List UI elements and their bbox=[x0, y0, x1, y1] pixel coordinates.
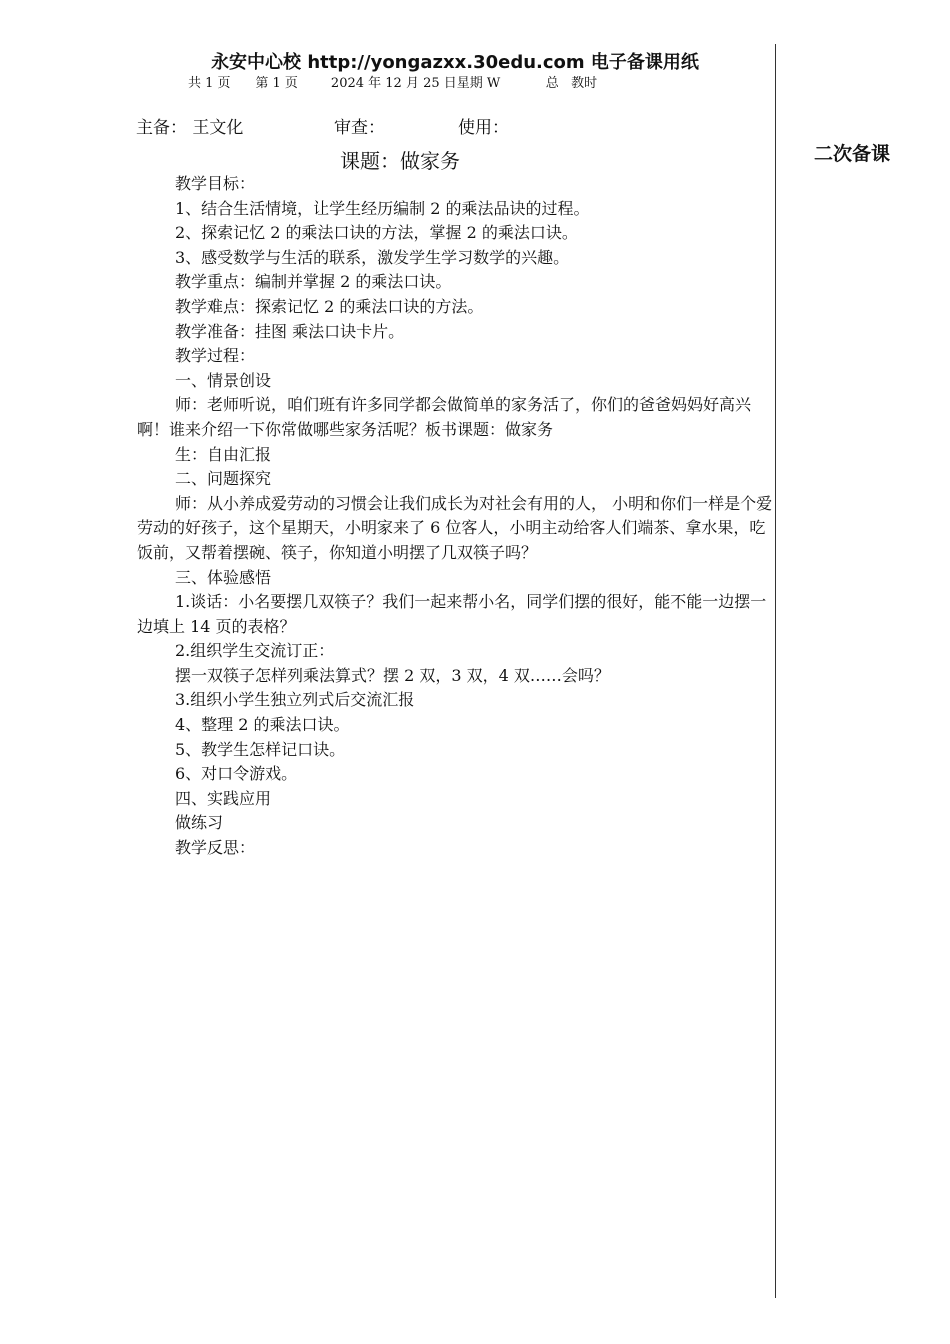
lesson-content bbox=[137, 172, 777, 861]
header-meta: 共 1 页 第 1 页 2024 年 12 月 25 日星期 W 总 教时 bbox=[188, 76, 598, 91]
paragraph: 四、实践应用 bbox=[175, 788, 272, 808]
paragraph: 3.组织小学生独立列式后交流汇报 bbox=[175, 690, 415, 710]
lesson-title: 课题：做家务 bbox=[340, 149, 460, 173]
paragraph: 2.组织学生交流订正： bbox=[175, 641, 335, 661]
paragraph: 师：从小养成爱劳动的习惯会让我们成长为对社会有用的人， 小明和你们一样是个爱劳动的好孩子，这个星期天，小明家来了 6 位客人，小明主动给客人们端茶、拿水果，吃饭前，又帮着摆碗、筷子，你知道小明摆了几双筷子吗？ bbox=[137, 493, 773, 562]
paragraph: 生：自由汇报 bbox=[175, 444, 272, 464]
reviewer-label: 审查： bbox=[334, 118, 385, 138]
paragraph: 教学重点：编制并掌握 2 的乘法口诀。 bbox=[175, 272, 452, 292]
paragraph: 4、整理 2 的乘法口诀。 bbox=[175, 715, 350, 735]
paragraph: 师：老师听说，咱们班有许多同学都会做简单的家务活了，你们的爸爸妈妈好高兴啊！谁来介绍一下你常做哪些家务活呢？板书课题：做家务 bbox=[137, 395, 752, 439]
paragraph: 教学目标： bbox=[175, 174, 256, 193]
header-title: 永安中心校 http://yongazxx.30edu.com 电子备课用纸 bbox=[211, 52, 699, 73]
user-label: 使用： bbox=[458, 118, 509, 138]
paragraph: 1、结合生活情境，让学生经历编制 2 的乘法品诀的过程。 bbox=[175, 198, 590, 218]
paragraph: 2、探索记忆 2 的乘法口诀的方法，掌握 2 的乘法口诀。 bbox=[175, 223, 578, 243]
second-prep-label: 二次备课 bbox=[814, 143, 891, 165]
paragraph: 6、对口令游戏。 bbox=[175, 764, 298, 784]
paragraph: 1.谈话：小名要摆几双筷子？我们一起来帮小名，同学们摆的很好，能不能一边摆一边填上 14 页的表格？ bbox=[137, 592, 767, 636]
paragraph: 教学准备：挂图 乘法口诀卡片。 bbox=[175, 321, 405, 341]
paragraph: 教学过程： bbox=[175, 346, 256, 366]
paragraph: 一、情景创设 bbox=[175, 370, 272, 390]
paragraph: 三、体验感悟 bbox=[175, 567, 272, 587]
paragraph: 二、问题探究 bbox=[175, 469, 272, 489]
paragraph: 做练习 bbox=[175, 813, 224, 833]
paragraph: 教学难点：探索记忆 2 的乘法口诀的方法。 bbox=[175, 296, 484, 316]
paragraph: 5、教学生怎样记口诀。 bbox=[175, 739, 346, 759]
paragraph: 3、感受数学与生活的联系，激发学生学习数学的兴趣。 bbox=[175, 247, 570, 267]
paragraph: 摆一双筷子怎样列乘法算式？摆 2 双，3 双，4 双……会吗？ bbox=[175, 665, 610, 685]
preparer-label: 主备： 王文化 bbox=[136, 118, 244, 138]
paragraph: 教学反思： bbox=[175, 838, 256, 858]
